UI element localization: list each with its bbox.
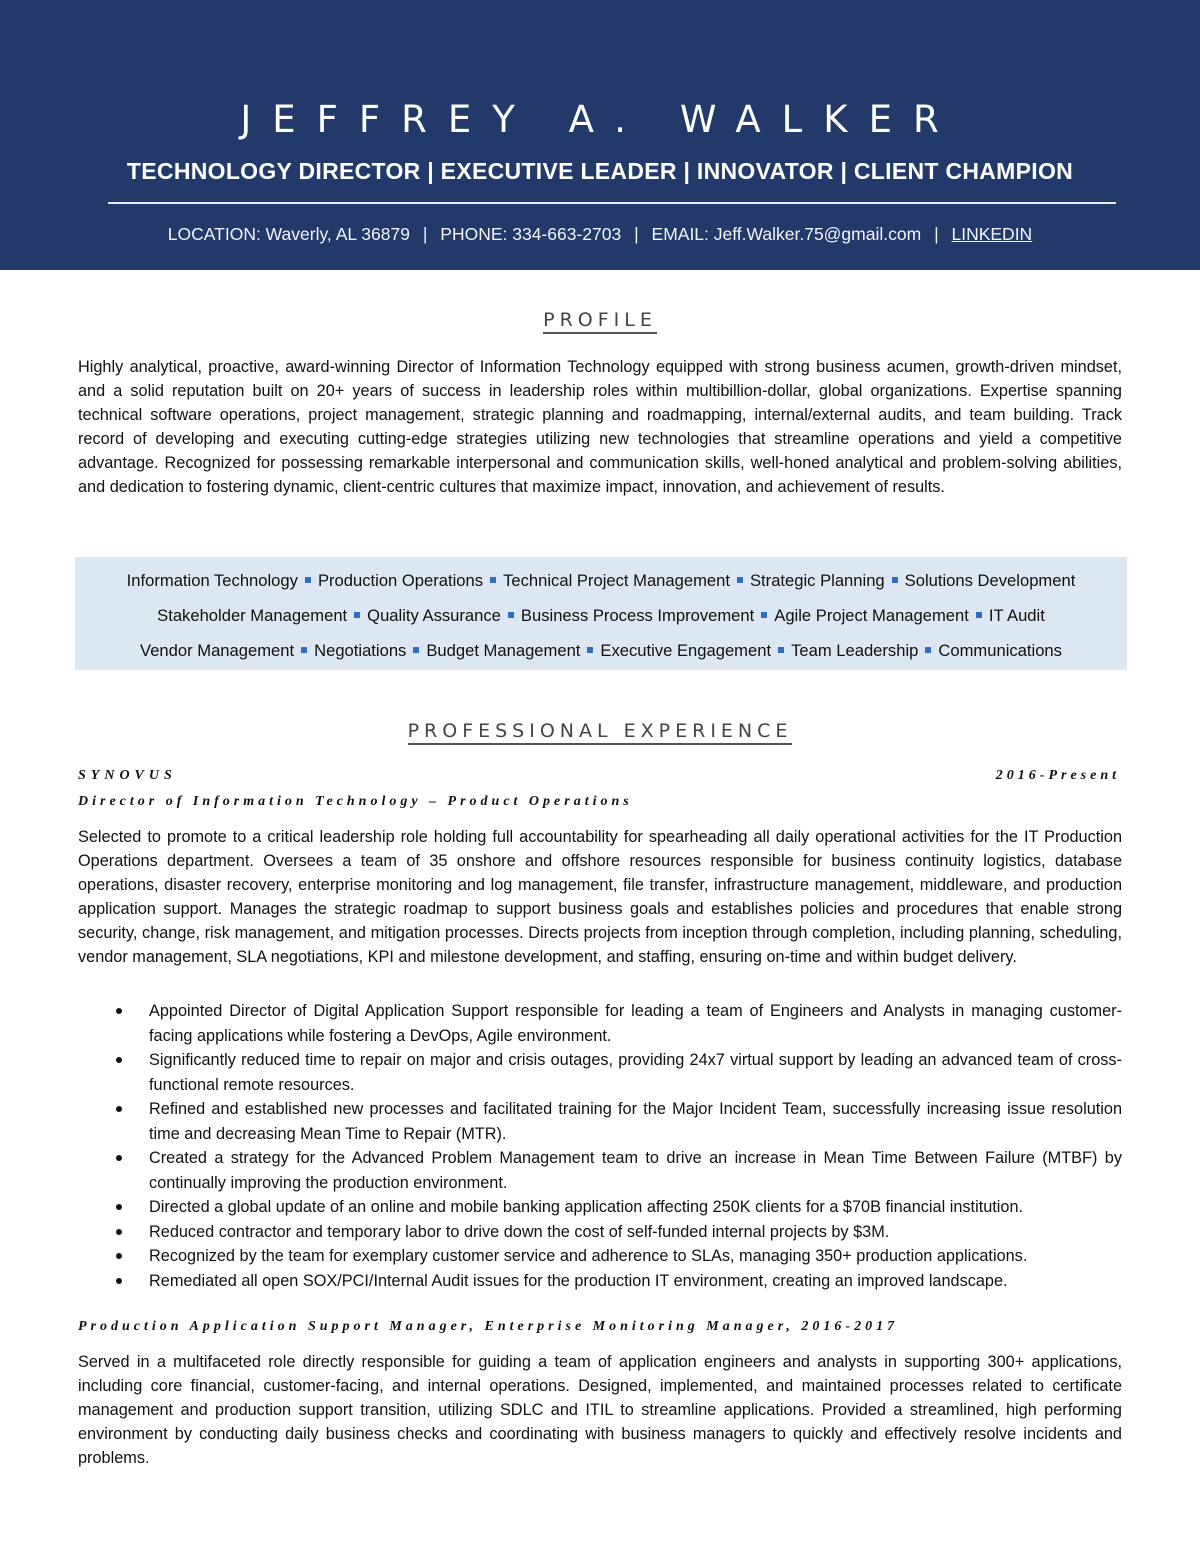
square-bullet-icon <box>778 647 784 653</box>
contact-separator: | <box>422 224 428 244</box>
skill-item: Negotiations <box>314 641 407 660</box>
square-bullet-icon <box>508 612 514 618</box>
skills-row-3 <box>75 639 1127 663</box>
list-item: Refined and established new processes and facilitated training for the Major Incident Team, successfully increasing issue resolution time and decreasing Mean Time to Repair (MTR). <box>78 1097 1122 1146</box>
square-bullet-icon <box>490 577 496 583</box>
contact-separator: | <box>634 224 639 244</box>
skills-panel <box>75 557 1127 670</box>
square-bullet-icon <box>976 612 982 618</box>
skills-row-2 <box>75 604 1127 628</box>
linkedin-link[interactable]: LINKEDIN <box>951 224 1033 244</box>
list-item: Significantly reduced time to repair on major and crisis outages, providing 24x7 virtual support by leading an advanced team of cross-functional remote resources. <box>78 1048 1122 1097</box>
skill-item: Business Process Improvement <box>520 606 755 625</box>
list-item: Appointed Director of Digital Application Support responsible for leading a team of Engineers and Analysts in managing customer-facing applications while fostering a DevOps, Agile environment. <box>78 999 1122 1048</box>
contact-email[interactable]: EMAIL: Jeff.Walker.75@gmail.com <box>651 224 922 244</box>
skill-item: Technical Project Management <box>503 571 730 590</box>
skill-item: Information Technology <box>126 571 298 590</box>
square-bullet-icon <box>761 612 767 618</box>
list-item: Directed a global update of an online and mobile banking application affecting 250K clients for a $70B financial institution. <box>78 1195 1122 1220</box>
skill-item: Production Operations <box>317 571 484 590</box>
list-item: Recognized by the team for exemplary customer service and adherence to SLAs, managing 350+ production applications. <box>78 1244 1122 1269</box>
square-bullet-icon <box>301 647 307 653</box>
role1-description: Selected to promote to a critical leadership role holding full accountability for spearheading all daily operational activities for the IT Production Operations department. Oversees a team of 35 onshore and offshore resources responsible for business continuity logistics, database operations, disaster recovery, enterprise monitoring and log management, file transfer, infrastructure management, middleware, and production application support. Manages the strategic roadmap to support business goals and establishes policies and procedures that enable strong security, change, risk management, and mitigation processes. Directs projects from inception through completion, including planning, scheduling, vendor management, SLA negotiations, KPI and milestone development, and staffing, ensuring on-time and within budget delivery. <box>78 828 1122 966</box>
skill-item: Quality Assurance <box>367 606 501 625</box>
skill-item: Strategic Planning <box>749 571 885 590</box>
square-bullet-icon <box>587 647 593 653</box>
skill-item: Solutions Development <box>904 571 1076 590</box>
tagline: TECHNOLOGY DIRECTOR | EXECUTIVE LEADER | INNOVATOR | CLIENT CHAMPION <box>126 158 1074 184</box>
candidate-name: JEFFREY A. WALKER <box>240 98 960 141</box>
skill-item: IT Audit <box>988 606 1045 625</box>
company-name: SYNOVUS <box>78 768 177 783</box>
list-item: Remediated all open SOX/PCI/Internal Audit issues for the production IT environment, creating an improved landscape. <box>78 1269 1122 1294</box>
contact-separator: | <box>934 224 939 244</box>
profile-summary: Highly analytical, proactive, award-winning Director of Information Technology equipped with strong business acumen, growth-driven mindset, and a solid reputation built on 20+ years of success in leadership roles within multibillion-dollar, global organizations. Expertise spanning technical software operations, project management, strategic planning and roadmapping, internal/external audits, and team building. Track record of developing and executing cutting-edge strategies utilizing new technologies that streamline operations and yield a competitive advantage. Recognized for possessing remarkable interpersonal and communication skills, well-honed analytical and problem-solving abilities, and dedication to fostering dynamic, client-centric cultures that maximize impact, innovation, and achievement of results. <box>78 358 1122 496</box>
achievement-list <box>78 999 1122 1293</box>
employment-dates: 2016-Present <box>995 768 1120 783</box>
experience-heading <box>0 720 1200 742</box>
square-bullet-icon <box>737 577 743 583</box>
square-bullet-icon <box>413 647 419 653</box>
skill-item: Communications <box>938 641 1062 660</box>
job-title-2: Production Application Support Manager, Enterprise Monitoring Manager, 2016-2017 <box>78 1319 899 1334</box>
list-item: Created a strategy for the Advanced Problem Management team to drive an increase in Mean Time Between Failure (MTBF) by continually improving the production environment. <box>78 1146 1122 1195</box>
skill-item: Vendor Management <box>140 641 295 660</box>
contact-line <box>0 221 1200 247</box>
contact-phone: PHONE: 334-663-2703 <box>440 224 622 244</box>
skill-item: Team Leadership <box>791 641 919 660</box>
square-bullet-icon <box>925 647 931 653</box>
contact-location: LOCATION: Waverly, AL 36879 <box>167 224 410 244</box>
header-banner <box>0 0 1200 270</box>
skill-item: Stakeholder Management <box>157 606 348 625</box>
role2-description: Served in a multifaceted role directly responsible for guiding a team of application engineers and analysts in supporting 300+ applications, including core financial, customer-facing, and internal operations. Designed, implemented, and maintained processes related to certificate management and production support transition, utilizing SDLC and ITIL to streamline applications. Provided a streamlined, high performing environment by conducting daily business checks and coordinating with business managers to quickly and effectively resolve incidents and problems. <box>78 1353 1122 1467</box>
skill-item: Executive Engagement <box>600 641 772 660</box>
square-bullet-icon <box>305 577 311 583</box>
square-bullet-icon <box>892 577 898 583</box>
skill-item: Budget Management <box>426 641 581 660</box>
profile-heading <box>0 309 1200 331</box>
list-item: Reduced contractor and temporary labor to drive down the cost of self-funded internal projects by $3M. <box>78 1220 1122 1245</box>
profile-heading-text: PROFILE <box>543 309 657 334</box>
skills-row-1 <box>75 569 1127 593</box>
job-title-1: Director of Information Technology – Product Operations <box>78 794 633 809</box>
skill-item: Agile Project Management <box>774 606 969 625</box>
header-divider <box>108 202 1116 204</box>
experience-heading-text: PROFESSIONAL EXPERIENCE <box>408 720 793 745</box>
square-bullet-icon <box>354 612 360 618</box>
